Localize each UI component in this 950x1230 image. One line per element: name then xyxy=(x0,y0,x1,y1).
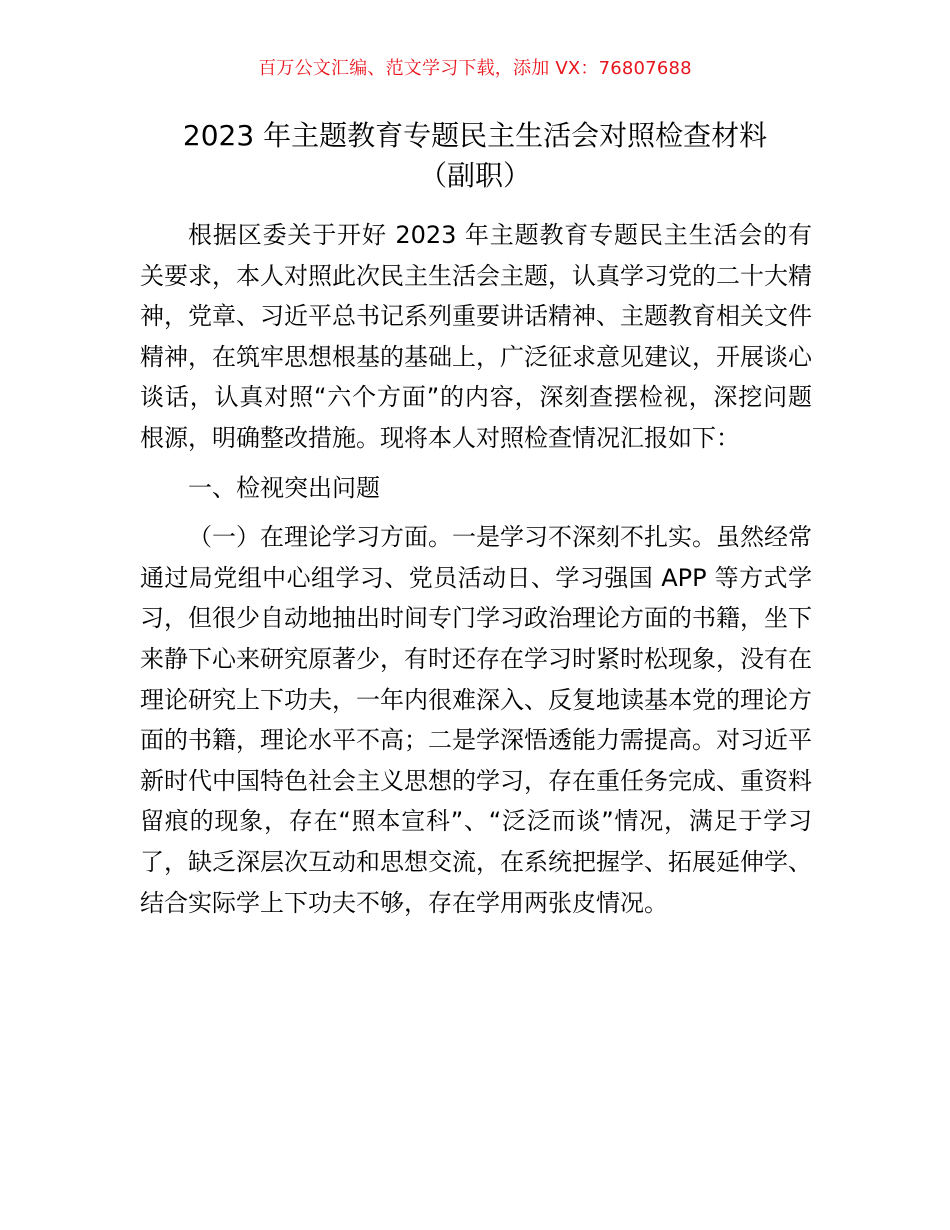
watermark-header: 百万公文汇编、范文学习下载，添加 VX：76807688 xyxy=(258,58,692,79)
section1-paragraph-1: （一）在理论学习方面。一是学习不深刻不扎实。虽然经常通过局党组中心组学习、党员活动日、学习强国 APP 等方式学习，但很少自动地抽出时间专门学习政治理论方面的书籍，坐下来静下心来研究原著少，有时还存在学习时紧时松现象，没有在理论研究上下功夫，一年内很难深入、反复地读基本党的理论方面的书籍，理论水平不高；二是学深悟透能力需提高。对习近平新时代中国特色社会主义思想的学习，存在重任务完成、重资料留痕的现象，存在“照本宣科”、“泛泛而谈”情况，满足于学习了，缺乏深层次互动和思想交流，在系统把握学、拓展延伸学、结合实际学上下功夫不够，存在学用两张皮情况。 xyxy=(140,523,812,917)
intro-paragraph: 根据区委关于开好 2023 年主题教育专题民主生活会的有关要求，本人对照此次民主生活会主题，认真学习党的二十大精神，党章、习近平总书记系列重要讲话精神、主题教育相关文件精神，在筑牢思想根基的基础上，广泛征求意见建议，开展谈心谈话，认真对照“六个方面”的内容，深刻查摆检视，深挖问题根源，明确整改措施。现将本人对照检查情况汇报如下： xyxy=(140,221,812,452)
document-title xyxy=(110,116,840,196)
document-body xyxy=(140,215,812,923)
title-line-1: 2023 年主题教育专题民主生活会对照检查材料 xyxy=(182,119,768,152)
title-line-2: （副职） xyxy=(418,159,531,192)
section-heading-1: 一、检视突出问题 xyxy=(188,473,380,502)
